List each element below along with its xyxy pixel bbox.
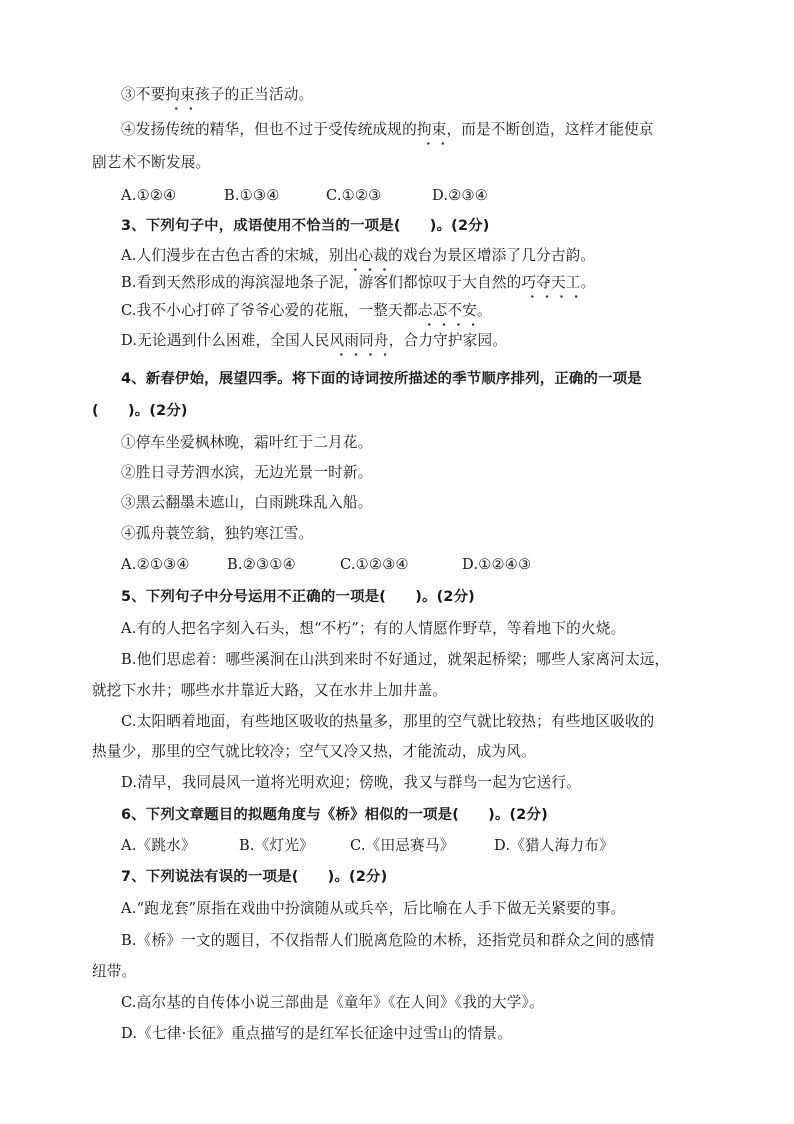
text-seg: A.人们漫步在古色古香的宋城，别	[121, 247, 344, 264]
q4-item-1: ①停车坐爱枫林晚，霜叶红于二月花。	[121, 434, 373, 451]
q5-option-b[interactable]: B.他们思虑着：哪些溪涧在山洪到来时不好通过，就架起桥梁；哪些人家离河太远，	[121, 651, 670, 668]
text-seg: ④发扬传统的精华，但也不过于受传统成规的	[121, 121, 417, 138]
emphasized-idiom: 巧夺天工	[521, 274, 581, 291]
q4-option-d[interactable]: D.①②④③	[462, 556, 532, 573]
q6-stem: 6、下列文章题目的拟题角度与《桥》相似的一项是( )。(2分)	[121, 807, 548, 823]
q4-option-a[interactable]: A.②①③④	[121, 556, 190, 573]
q6-option-a[interactable]: A.《跳水》	[121, 837, 196, 854]
q6-option-b[interactable]: B.《灯光》	[239, 837, 314, 854]
q4-options	[121, 555, 531, 575]
text-seg: 。	[476, 302, 492, 319]
q7-stem: 7、下列说法有误的一项是( )。(2分)	[121, 869, 388, 885]
q6-option-d[interactable]: D.《猎人海力布》	[494, 837, 614, 854]
text-seg: ，而是不断创造，这样才能使京	[446, 121, 654, 138]
text-seg: B.看到天然形成的海滨湿地条子泥，游客们都惊叹于大自然的	[121, 274, 522, 291]
text-seg: 的戏台为景区增添了几分古韵。	[388, 247, 596, 264]
q5-option-c-cont: 热量少，那里的空气就比较冷；空气又冷又热，才能流动，成为风。	[92, 743, 536, 760]
q5-option-b-cont: 就挖下水井；哪些水井靠近大路，又在水井上加井盖。	[92, 682, 448, 699]
q5-option-a[interactable]: A.有的人把名字刻入石头，想“不朽”；有的人情愿作野草，等着地下的火烧。	[121, 620, 626, 637]
q7-option-b[interactable]: B.《桥》一文的题目，不仅指帮人们脱离危险的木桥，还指党员和群众之间的感情	[121, 932, 655, 949]
q2-option-b[interactable]: B.①③④	[224, 187, 280, 204]
q2-option-c[interactable]: C.①②③	[326, 187, 382, 204]
q7-option-a[interactable]: A.“跑龙套”原指在戏曲中扮演随从或兵卒，后比喻在人手下做无关紧要的事。	[121, 900, 626, 917]
emphasized-word: 拘束	[165, 86, 195, 103]
q3-option-b[interactable]	[121, 273, 595, 293]
text-seg: 。	[580, 274, 596, 291]
q4-item-3: ③黑云翻墨未遮山，白雨跳珠乱入船。	[121, 494, 373, 511]
q7-option-b-cont: 纽带。	[92, 963, 137, 980]
q6-option-c[interactable]: C.《田忌赛马》	[350, 837, 455, 854]
q3-option-a[interactable]	[121, 246, 595, 266]
emphasized-idiom: 出心裁	[343, 247, 389, 264]
q5-option-c[interactable]: C.太阳晒着地面，有些地区吸收的热量多，那里的空气就比较热；有些地区吸收的	[121, 713, 655, 730]
q2-options	[121, 186, 488, 206]
emphasized-word: 拘束	[416, 121, 447, 138]
q4-item-4: ④孤舟蓑笠翁，独钓寒江雪。	[121, 525, 314, 542]
q6-options	[121, 836, 614, 856]
q2-item-4	[121, 120, 654, 140]
q4-stem-cont: ( )。(2分)	[92, 403, 188, 419]
q5-option-d[interactable]: D.清早，我同晨风一道将光明欢迎；傍晚，我又与群鸟一起为它送行。	[121, 774, 582, 791]
q7-option-c[interactable]: C.高尔基的自传体小说三部曲是《童年》《在人间》《我的大学》。	[121, 994, 544, 1011]
emphasized-idiom: 风雨同舟	[329, 332, 389, 349]
q5-stem: 5、下列句子中分号运用不正确的一项是( )。(2分)	[121, 589, 475, 605]
text-seg: ③不要	[121, 86, 166, 103]
text-seg: ，合力守护家园。	[388, 332, 508, 349]
emphasized-idiom: 忐忑不安	[417, 302, 477, 319]
text-seg: D.无论遇到什么困难，全国人民	[121, 332, 330, 349]
q2-item-4-cont: 剧艺术不断发展。	[92, 154, 211, 171]
q3-option-c[interactable]	[121, 301, 492, 321]
text-seg: C.我不小心打碎了爷爷心爱的花瓶，一整天都	[121, 302, 418, 319]
q4-stem: 4、新春伊始，展望四季。将下面的诗词按所描述的季节顺序排列，正确的一项是	[121, 371, 642, 387]
q4-item-2: ②胜日寻芳泗水滨，无边光景一时新。	[121, 464, 373, 481]
q2-item-3	[121, 85, 313, 105]
q3-stem: 3、下列句子中，成语使用不恰当的一项是( )。(2分)	[121, 218, 490, 234]
q2-option-a[interactable]: A.①②④	[121, 187, 177, 204]
text-seg: 孩子的正当活动。	[194, 86, 314, 103]
q4-option-c[interactable]: C.①②③④	[340, 556, 409, 573]
q7-option-d[interactable]: D.《七律·长征》重点描写的是红军长征途中过雪山的情景。	[121, 1025, 512, 1042]
q4-option-b[interactable]: B.②③①④	[227, 556, 296, 573]
q2-option-d[interactable]: D.②③④	[432, 187, 489, 204]
q3-option-d[interactable]	[121, 331, 507, 351]
